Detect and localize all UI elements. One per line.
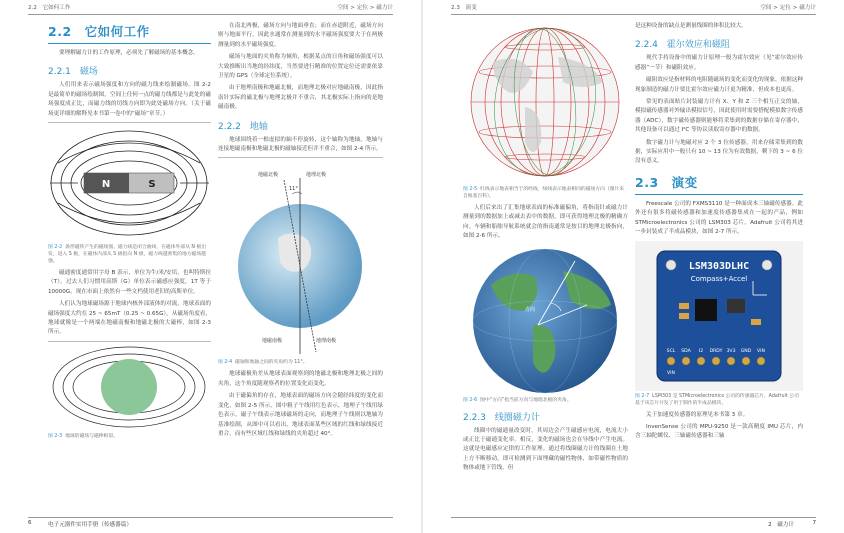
left-column-1 [48, 22, 211, 444]
pin-label: 3V3 [726, 348, 736, 354]
section-title: 2.3 演变 [635, 173, 803, 195]
figure-caption [463, 397, 628, 404]
caption-text: 红线表示地表相当于的经线，绿线表示地表相同的磁场方向（图片来自维基百科）。 [463, 187, 625, 199]
label-mag-north: 地理北极 [306, 172, 327, 179]
paragraph: 是这种设备的缺点是测量线圈的体积比较大。 [635, 23, 747, 29]
running-head-right: 空间 > 定位 > 磁力计 [337, 5, 393, 11]
figure-caption [635, 393, 803, 407]
page-number: 6 [28, 520, 32, 526]
label-geo-north: 地磁北极 [258, 172, 279, 179]
running-head [28, 3, 393, 15]
caption-number: 图 2-2 [48, 245, 63, 251]
figure-2-5 [463, 22, 628, 184]
caption-text: 地球的磁场与磁棒相似。 [65, 433, 118, 439]
figure-caption [48, 433, 211, 440]
paragraph: 人们认为地球磁场源于地球内核外部液体的对流。地球表面的磁场强度大约在 25 ~ 65mT（0.25 ~ 0.65G）。从磁场角度看，地球就像是一个两端在地磁南极和地磁北极的大磁棒，如图 2-3 所示。 [48, 301, 211, 336]
caption-number: 图 2-5 [463, 187, 478, 192]
paragraph: 现代手持设备中的磁力计原理一般为霍尔效应（见“霍尔效应传感器”一节）和磁阻效应。 [635, 55, 803, 71]
figure-caption [463, 186, 628, 200]
pin-label: GND [740, 348, 752, 354]
board-title: LSM303DLHC [688, 260, 750, 272]
running-head-left: 2.3 演变 [451, 5, 477, 11]
subsection-title: 2.2.2 地轴 [218, 121, 268, 132]
paragraph: 关于加速度传感器的原理见本书第 3 章。 [646, 411, 749, 418]
paragraph: 线圈中的磁通量改变时，其周边会产生磁感应电流，电流大小或正比于磁通变化率。相反，变化的磁场也会在导线中产生电流。这就是电磁感应定律的工作原理。通过将线圈磁力计的线圈在土地上方不断移动，即可检测到下面埋藏的磁性物体，如带磁性物质的物体或地下管线，但 [463, 427, 628, 472]
figure-2-4 [218, 157, 383, 357]
paragraph: 人们后来出了汇集地球表面的标准磁偏角，将指南针或磁力计测量到的数据加上或减去表中的数据，即可获得地理北极的精确方向。车辆和船舶导航系统就会的指南通常是按目的地理北极指向，如图 2-6 所示。 [463, 205, 628, 240]
right-column-2 [635, 22, 803, 445]
section-title: 2.2 它如何工作 [48, 22, 211, 44]
subsection-title: 2.2.1 磁场 [48, 67, 98, 78]
figure-2-7 [635, 241, 803, 391]
magnet-n-label: N [101, 179, 111, 191]
caption-text: LSM303 是 STMicroelectronics 公司的传感器芯片，Adafruit 公司基于该芯片开发了用于制作的半成品模块。 [635, 393, 799, 406]
earth-field-lines [48, 342, 211, 432]
pin-label: I2 [698, 348, 704, 354]
label-geo-south: 地理南极 [316, 338, 337, 345]
paragraph: 地球围绕着一根虚拟的轴不停旋转，这个轴称为地轴。地轴与连接地磁南极和地磁北极的磁轴接近但并不重合，如图 2-4 所示。 [218, 136, 383, 153]
figure-caption [218, 359, 383, 366]
caption-text: 图中“方向”指当前方向与地理北极的夹角。 [480, 397, 572, 403]
caption-text: 条形磁铁产生的磁场图。磁力线是闭合曲线，在磁体外部从 N 极出发，进入 S 极，在磁体内部从 S 极指向 N 极，磁力线越密集的地方磁场越强。 [48, 245, 207, 265]
paragraph: 磁场与地面的夹角称为倾角，根据某点的日角和磁场强度可以大致推断出当地的经纬度，当然要进行精准的位置定位还需要依靠卫星的 GPS（全球定位系统）。 [218, 54, 383, 80]
page-number: 7 [812, 520, 816, 526]
right-column-1 [463, 22, 628, 477]
page-footer [451, 517, 816, 529]
figure-2-3 [48, 341, 211, 431]
chapter-title: 2 磁力计 [768, 522, 794, 528]
left-column-2 [218, 22, 383, 442]
globe-heading-illustration [463, 245, 628, 395]
paragraph: 数字磁力计与地磁对应 2 个 3 位传感器，用来存储采集到的数据，实际应用中一般只有 10 ~ 13 位为有效数据，剩下的 3 ~ 6 位没有意义。 [635, 139, 804, 165]
right-page [423, 0, 844, 533]
pin-label: SCL [666, 348, 676, 354]
book-title: 电子元器件实用手册（传感器篇） [48, 522, 132, 528]
earth-disc [101, 359, 157, 415]
paragraph: Freescale 公司的 FXMS3110 是一种面成本三轴磁传感器。此外还有很多将磁传感器和加速度传感器集成在一起的产品，例如 STMicroelectronics 公司的 LSM303 芯片。Adafruit 公司将其进一步封装成了半成品模块，如图 2-7 所示。 [635, 200, 803, 236]
caption-text: 磁轴和地轴之间的夹角约为 11°。 [235, 360, 308, 366]
running-head-left: 2.2 它如何工作 [28, 5, 71, 11]
subsection-title: 2.2.4 霍尔效应和磁阻 [635, 40, 730, 51]
paragraph: 在南北两极，磁场方向与地面垂直；而在赤道附近，磁场方向则与地面平行，因此水通常在测量到的水平磁场强度要大于在两极测量到的水平磁场强度。 [218, 23, 383, 48]
bar-magnet-field-illustration [48, 123, 211, 243]
figure-2-2 [48, 122, 211, 242]
magnet-s-label: S [148, 179, 156, 191]
paragraph: 磁通密度通常用字母 B 表示，单位为牛/米/安培，也叫特斯拉（T）。过去人们习惯用高斯（G）单位表示磁感应强度，1T 等于 10000G。现在市面上依然有一些文档使用老旧的高斯单位。 [48, 270, 211, 295]
paragraph: 地球磁极角差从地球表面观察到的地磁北极和地理北极之间的夹角，这个角度随观察者的位置变化而变化。 [218, 371, 383, 387]
left-page [0, 0, 421, 533]
label-angle: 11° [289, 186, 298, 193]
figure-caption [48, 244, 211, 265]
pin-label: DRDY [709, 348, 723, 354]
page-footer [28, 517, 393, 529]
globe-meridians-illustration [463, 22, 628, 184]
paragraph: 磁阻效应是指材料的电阻随磁场的变化而变化的现象，依据这种现象制造的磁力计要比霍尔效应磁力计更为精准，但成本也更高。 [635, 77, 803, 93]
paragraph: InvenSense 公司的 MPU-9250 是一款高精度 IMU 芯片，内含三轴陀螺仪、三轴磁传感器和三轴 [635, 423, 803, 440]
heading-label: 方向 [525, 306, 536, 313]
board-subtitle: Compass+Accel [690, 274, 748, 283]
lsm303-board-photo [635, 241, 803, 391]
paragraph: 由于磁偏角的存在，地球表面的磁场方向会随经纬度的变化而变化，如图 2-5 所示。图中粗子午线用红色表示，地理子午线用绿色表示，磁子午线表示地球磁场的走向，而地理子午线则以地轴为基准绘制，从图中可以看出，地球表面某些区域的红线和绿线接近重合，而有些区域红线和绿线的夹角超过 40°。 [218, 393, 383, 437]
figure-2-6 [463, 245, 628, 395]
pin-label: VIN [757, 348, 765, 354]
earth-axis-illustration [218, 158, 383, 358]
subsection-title: 2.2.3 线圈磁力计 [463, 412, 540, 423]
sensor-chip [695, 299, 717, 321]
paragraph: 由于地理南极和地磁北极，而地理北极对应地磁南极，因此指南针实际的磁北极与地理北极并不重合，其北极实际上指向的是地磁南极。 [218, 85, 383, 111]
paragraph: 要理解磁力计的工作原理，必须先了解磁场的基本概念。 [59, 50, 199, 56]
caption-number: 图 2-7 [635, 393, 650, 399]
caption-number: 图 2-3 [48, 433, 63, 439]
caption-number: 图 2-6 [463, 397, 478, 403]
pin-label: SDA [681, 348, 691, 354]
pin-label: VIN [667, 370, 675, 376]
label-mag-south: 地磁南极 [262, 338, 283, 345]
running-head-right: 空间 > 定位 > 磁力计 [760, 5, 816, 11]
paragraph: 人们用来表示磁场强度和方向的磁力线来绘制磁场。图 2-2 是最简单的磁场绘制图，空间上任何一点的磁力线都是与此处的磁场强度成正比，而磁力线的切线方向即为此处磁场方向。（关于磁场更详细的解释见本书第一卷中的“磁场”章节。） [48, 82, 211, 117]
paragraph: 常见的表面贴片封装磁力计有 X、Y 和 Z 三个相互正交的轴，模拟磁传感器对外输出模拟信号，因此使用时需要搭配模拟数字传感器（ADC），数字磁传感器则能够将采集到的数据存储在寄存器中，其他设备可以通过 I²C 等协议读取寄存器中的数据。 [635, 99, 803, 134]
caption-number: 图 2-4 [218, 360, 233, 366]
running-head [451, 3, 816, 15]
